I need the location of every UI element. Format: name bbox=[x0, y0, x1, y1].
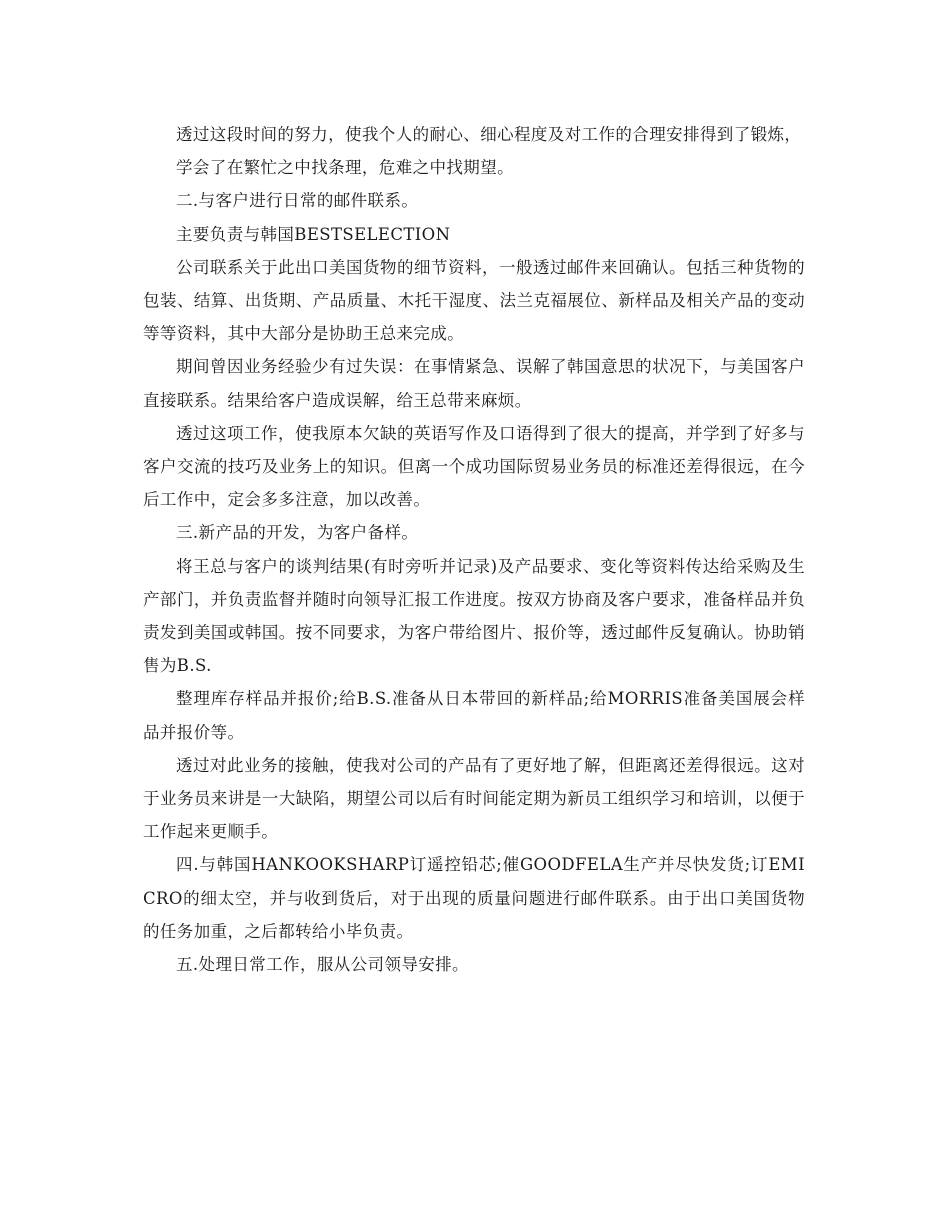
section-heading-2: 二.与客户进行日常的邮件联系。 bbox=[176, 191, 419, 211]
document-body bbox=[143, 118, 805, 981]
paragraph-3: 主要负责与韩国BESTSELECTION bbox=[176, 224, 451, 244]
paragraph-9: 透过对此业务的接触，使我对公司的产品有了更好地了解，但距离还差得很远。这对于业务员来讲是一大缺陷，期望公司以后有时间能定期为新员工组织学习和培训，以便于工作起来更顺手。 bbox=[143, 755, 805, 842]
section-heading-4: 四.与韩国HANKOOKSHARP订遥控铅芯;催GOODFELA生产并尽快发货;订EMICRO的细太空，并与收到货后，对于出现的质量问题进行邮件联系。由于出口美国货物的任务加重，之后都转给小毕负责。 bbox=[143, 855, 805, 941]
section-heading-5: 五.处理日常工作，服从公司领导安排。 bbox=[176, 955, 469, 975]
paragraph-4: 公司联系关于此出口美国货物的细节资料，一般透过邮件来回确认。包括三种货物的包装、结算、出货期、产品质量、木托干湿度、法兰克福展位、新样品及相关产品的变动等等资料，其中大部分是协助王总来完成。 bbox=[143, 257, 805, 344]
section-heading-3: 三.新产品的开发，为客户备样。 bbox=[176, 523, 419, 543]
paragraph-2: 学会了在繁忙之中找条理，危难之中找期望。 bbox=[176, 158, 514, 178]
paragraph-7: 将王总与客户的谈判结果(有时旁听并记录)及产品要求、变化等资料传达给采购及生产部门，并负责监督并随时向领导汇报工作进度。按双方协商及客户要求，准备样品并负责发到美国或韩国。按不同要求，为客户带给图片、报价等，透过邮件反复确认。协助销售为B.S. bbox=[143, 556, 805, 676]
paragraph-5: 期间曾因业务经验少有过失误：在事情紧急、误解了韩国意思的状况下，与美国客户直接联系。结果给客户造成误解，给王总带来麻烦。 bbox=[143, 357, 805, 410]
paragraph-1: 透过这段时间的努力，使我个人的耐心、细心程度及对工作的合理安排得到了锻炼， bbox=[176, 125, 802, 144]
paragraph-8: 整理库存样品并报价;给B.S.准备从日本带回的新样品;给MORRIS准备美国展会样品并报价等。 bbox=[143, 689, 805, 742]
paragraph-6: 透过这项工作，使我原本欠缺的英语写作及口语得到了很大的提高，并学到了好多与客户交流的技巧及业务上的知识。但离一个成功国际贸易业务员的标准还差得很远，在今后工作中，定会多多注意，加以改善。 bbox=[143, 423, 805, 510]
